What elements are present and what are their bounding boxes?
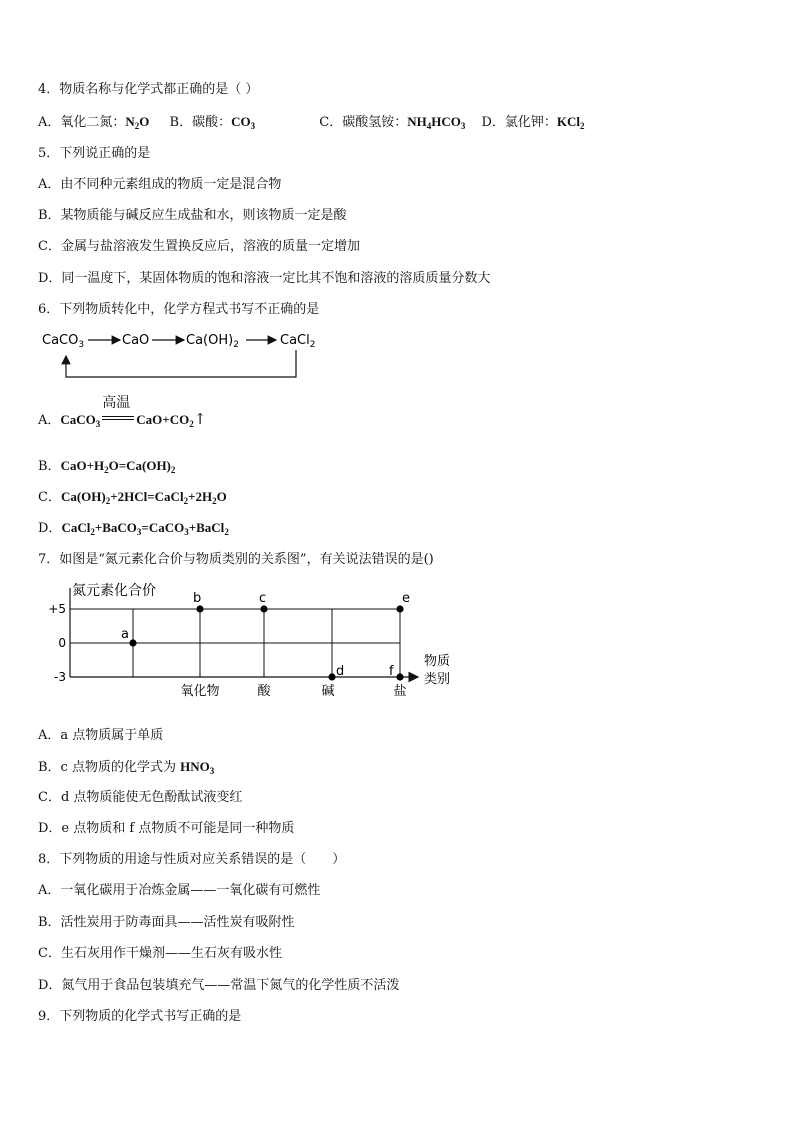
q5-stem: 5．下列说正确的是 xyxy=(38,146,151,161)
reaction-condition: 高温 xyxy=(100,410,136,428)
q5-option-d: D．同一温度下，某固体物质的饱和溶液一定比其不饱和溶液的溶质质量分数大 xyxy=(38,271,491,286)
q8-stem: 8．下列物质的用途与性质对应关系错误的是（ ） xyxy=(38,852,346,867)
chart-point-d xyxy=(328,673,335,680)
chart-y-tick-label: 0 xyxy=(58,636,66,650)
chart-y-tick-label: +5 xyxy=(48,602,66,616)
chart-point-label-d: d xyxy=(336,664,345,679)
chart-point-a xyxy=(129,639,136,646)
chart-point-f xyxy=(396,673,403,680)
q8-option-a: A．一氧化碳用于冶炼金属——一氧化碳有可燃性 xyxy=(38,883,321,898)
chart-category-label: 盐 xyxy=(393,684,407,699)
q7-option-b: B．c 点物质的化学式为 $HNO_3$ xyxy=(38,759,215,776)
q7-option-d: D．e 点物质和 f 点物质不可能是同一种物质 xyxy=(38,821,295,836)
chart-x-axis-label-2: 类别 xyxy=(424,672,451,687)
nitrogen-valence-chart xyxy=(30,578,470,706)
q6-option-d: D．CaCl$_2$+BaCO$_3$=CaCO$_3$+BaCl$_2$ xyxy=(38,520,229,537)
chart-point-label-c: c xyxy=(259,591,267,606)
q4-option-d: D．氯化钾：KCl$_2$ xyxy=(481,114,585,131)
chart-category-label: 酸 xyxy=(257,684,271,699)
q9-stem: 9．下列物质的化学式书写正确的是 xyxy=(38,1009,242,1024)
q8-option-c: C．生石灰用作干燥剂——生石灰有吸水性 xyxy=(38,946,282,961)
q8-option-d: D．氮气用于食品包装填充气——常温下氮气的化学性质不活泼 xyxy=(38,978,400,993)
chart-point-c xyxy=(260,605,267,612)
q5-option-a: A．由不同种元素组成的物质一定是混合物 xyxy=(38,177,282,192)
q4-options xyxy=(38,113,585,132)
chart-category-label: 氧化物 xyxy=(180,684,220,699)
chain-return-arrow xyxy=(66,350,296,377)
chain-caco3: CaCO$_3$ xyxy=(42,333,85,350)
chart-point-e xyxy=(396,605,403,612)
q7-stem: 7．如图是“氮元素化合价与物质类别的关系图”，有关说法错误的是() xyxy=(38,552,434,567)
q4-stem: 4．物质名称与化学式都正确的是（ ） xyxy=(38,82,259,97)
q7-option-a: A．a 点物质属于单质 xyxy=(38,728,164,743)
chain-caoh2: $Ca(OH)_2$ xyxy=(186,333,239,350)
chain-cacl2: CaCl$_2$ xyxy=(280,333,316,350)
q7-option-c: C．d 点物质能使无色酚酞试液变红 xyxy=(38,790,243,805)
chart-y-axis-label: 氮元素化合价 xyxy=(72,583,156,599)
q5-option-b: B．某物质能与碱反应生成盐和水，则该物质一定是酸 xyxy=(38,208,347,223)
q4-option-b: B．碳酸：$CO_3$ xyxy=(169,114,256,131)
chart-point-label-e: e xyxy=(402,591,410,606)
q6-stem: 6．下列物质转化中，化学方程式书写不正确的是 xyxy=(38,302,320,317)
chart-y-tick-label: -3 xyxy=(54,670,66,684)
chart-point-b xyxy=(196,605,203,612)
q6-option-c: C．$Ca(OH)_2+2HCl=CaCl_2+2H_2O$ xyxy=(38,489,227,506)
q6-option-b: B．$CaO+H_2O=Ca(OH)_2$ xyxy=(38,458,176,475)
q4-option-a: A．氧化二氮：$N_2O$ xyxy=(38,114,150,131)
q6-option-a: A．CaCO$_3$ 高温 $CaO+CO_2↑$ xyxy=(38,395,207,429)
chain-cao: CaO xyxy=(122,333,150,348)
q8-option-b: B．活性炭用于防毒面具——活性炭有吸附性 xyxy=(38,915,295,930)
chart-x-axis-label-1: 物质 xyxy=(424,654,451,669)
chart-point-label-f: f xyxy=(389,664,394,679)
chart-point-label-b: b xyxy=(193,591,202,606)
q4-option-c: C．碳酸氢铵：$NH_4HCO_3$ xyxy=(319,114,466,131)
chart-category-label: 碱 xyxy=(321,684,335,699)
chart-point-label-a: a xyxy=(121,627,129,642)
q5-option-c: C．金属与盐溶液发生置换反应后，溶液的质量一定增加 xyxy=(38,239,360,254)
q6-conversion-diagram xyxy=(40,326,340,382)
